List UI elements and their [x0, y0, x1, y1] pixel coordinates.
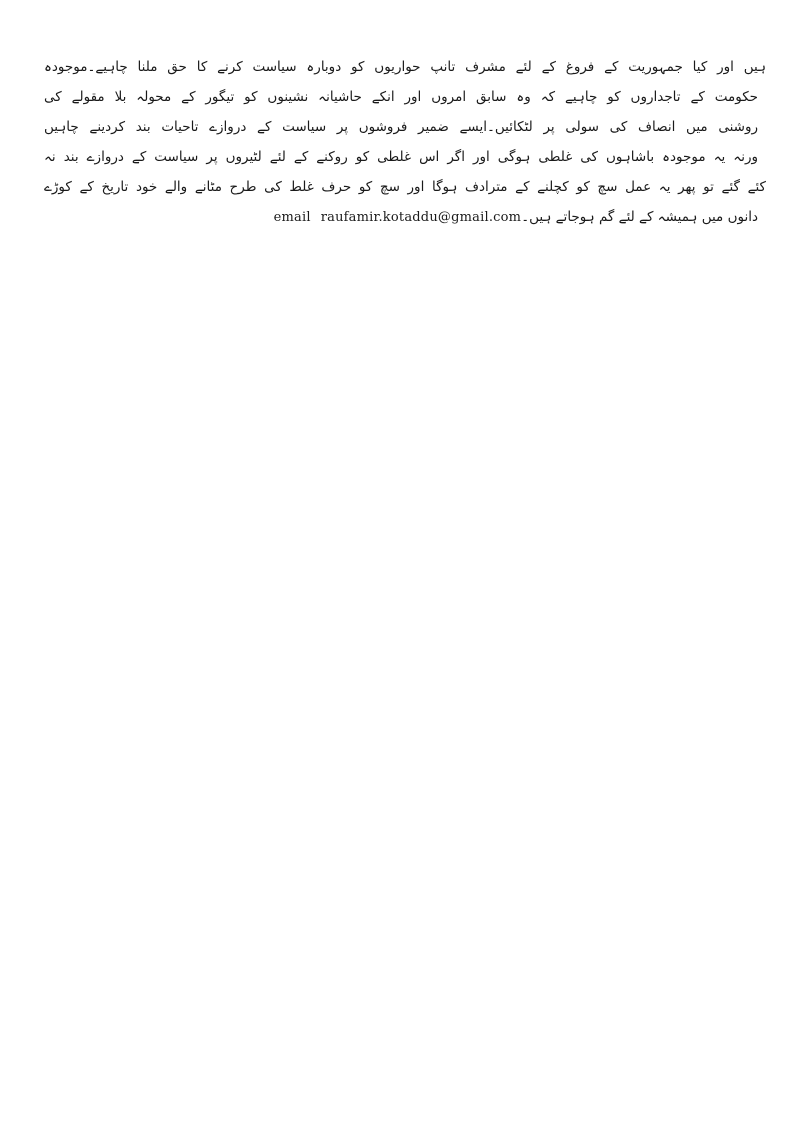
article-line-3: روشنی میں انصاف کی سولی پر لٹکائیں۔ایسے ضمیر فروشوں پر سیاست کے دروازے تاحیات بند کردینے چاہیں — [44, 119, 758, 135]
article-closing-line — [44, 202, 766, 232]
article-body — [44, 52, 766, 232]
article-line-2: حکومت کے تاجداروں کو چاہیے کہ وہ سابق امروں اور انکے حاشیانہ نشینوں کو تیگور کے محولہ بلا مقولے کی — [44, 89, 758, 105]
article-line-1: ہیں اور کیا جمہوریت کے فروغ کے لئے مشرف تانپ حواریوں کو دوبارہ سیاست کرنے کا حق ملنا چاہیے۔موجودہ — [44, 59, 766, 75]
article-line-4: ورنہ یہ موجودہ باشاہوں کی غلطی ہوگی اور اگر اس غلطی کو روکنے کے لئے لٹیروں پر سیاست کے دروازے بند نہ — [44, 149, 758, 165]
closing-sentence: دانوں میں ہمیشہ کے لئے گم ہوجاتے ہیں۔ — [521, 209, 758, 225]
email-label: email — [273, 210, 311, 225]
article-line-5: کئے گئے تو پھر یہ عمل سچ کو کچلنے کے مترادف ہوگا اور سچ کو حرف غلط کی طرح مٹانے والے خود تاریخ کے کوڑے — [44, 179, 766, 195]
email-address: raufamir.kotaddu@gmail.com — [320, 210, 522, 225]
